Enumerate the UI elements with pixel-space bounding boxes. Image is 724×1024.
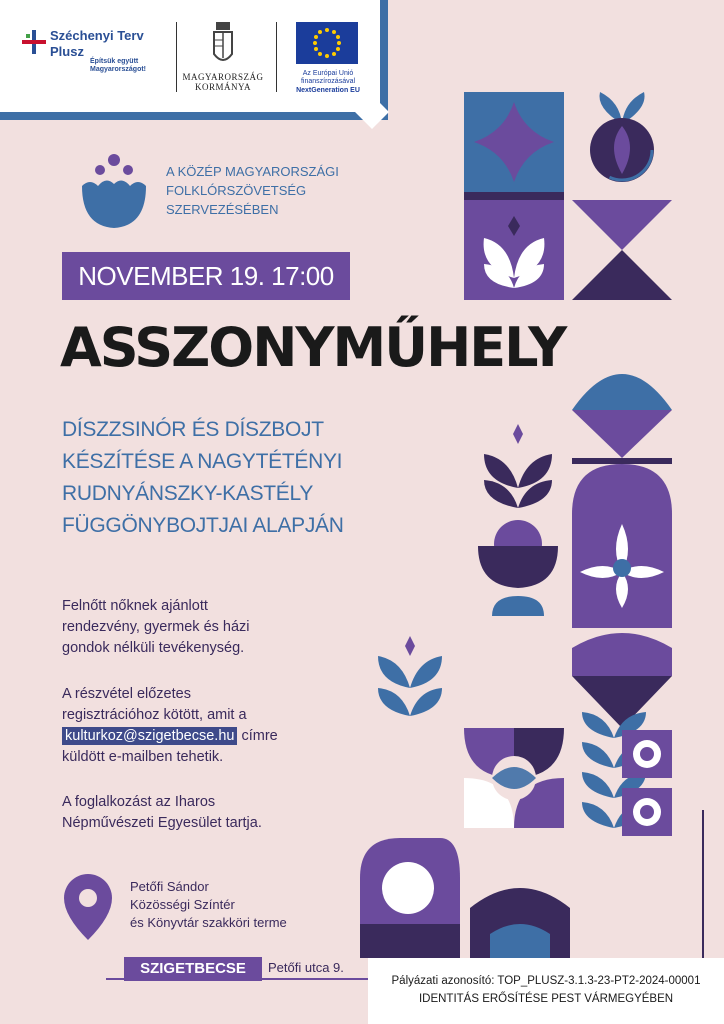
body-line: rendezvény, gyermek és házi	[62, 619, 250, 635]
venue-address	[130, 878, 330, 932]
header-divider-2	[276, 22, 277, 92]
venue-line: Közösségi Színtér	[130, 897, 235, 912]
body-line: A részvétel előzetes	[62, 686, 191, 702]
subtitle-line: KÉSZÍTÉSE A NAGYTÉTÉNYI	[62, 450, 343, 473]
subtitle-line: DÍSZZSINÓR ÉS DÍSZBOJT	[62, 418, 324, 441]
event-subtitle	[62, 414, 392, 542]
hungary-coat-of-arms-icon	[212, 20, 234, 68]
body-line: A foglalkozást az Iharos	[62, 794, 216, 810]
eu-nextgen-text: NextGeneration EU	[296, 87, 360, 94]
paragraph-registration	[62, 684, 362, 768]
event-title: ASSZONYMŰHELY	[60, 316, 566, 379]
eu-flag-icon	[296, 22, 358, 64]
organizer-line: SZERVEZÉSÉBEN	[166, 202, 279, 217]
paragraph-audience	[62, 596, 362, 659]
subtitle-line: RUDNYÁNSZKY-KASTÉLY	[62, 482, 314, 505]
subtitle-line: FÜGGÖNYBOJTJAI ALAPJÁN	[62, 514, 344, 537]
venue-line: Petőfi Sándor	[130, 879, 209, 894]
folklore-federation-logo-icon	[80, 152, 148, 230]
szechenyi-plus: Plusz	[50, 44, 84, 59]
body-text: címre	[237, 728, 278, 744]
body-line: Felnőtt nőknek ajánlott	[62, 598, 208, 614]
organizer-line: FOLKLÓRSZÖVETSÉG	[166, 183, 307, 198]
folk-pattern-decoration	[360, 88, 724, 958]
street-address: Petőfi utca 9.	[268, 960, 344, 975]
location-pin-icon	[62, 872, 114, 942]
decorative-line	[702, 810, 704, 960]
szechenyi-slogan: Építsük együtt Magyarországot!	[90, 58, 147, 73]
body-line: küldött e-mailben tehetik.	[62, 749, 224, 765]
body-line: gondok nélküli tevékenység.	[62, 640, 245, 656]
organizer-text	[166, 162, 366, 219]
szechenyi-logo-icon	[20, 28, 48, 56]
funding-id-text	[368, 972, 724, 1008]
organizer-line: A KÖZÉP MAGYARORSZÁGI	[166, 164, 339, 179]
event-date: NOVEMBER 19. 17:00	[62, 252, 350, 300]
email-link[interactable]: kulturkoz@szigetbecse.hu	[62, 727, 237, 745]
szechenyi-title: Széchenyi Terv	[50, 28, 144, 43]
logo-header	[0, 0, 388, 120]
eu-funding-text: Az Európai Unió finanszírozásával	[300, 70, 356, 85]
body-line: regisztrációhoz kötött, amit a	[62, 707, 247, 723]
funding-id-line: IDENTITÁS ERŐSÍTÉSE PEST VÁRMEGYÉBEN	[418, 993, 674, 1005]
paragraph-host	[62, 792, 362, 834]
body-line: Népművészeti Egyesület tartja.	[62, 815, 262, 831]
funding-id-line: Pályázati azonosító: TOP_PLUSZ-3.1.3-23-PT2-2024-00001	[391, 975, 701, 987]
header-divider	[176, 22, 177, 92]
body-line	[62, 726, 362, 747]
city-badge: SZIGETBECSE	[124, 957, 262, 981]
venue-line: és Könyvtár szakköri terme	[130, 915, 287, 930]
government-name: MAGYARORSZÁG KORMÁNYA	[182, 72, 264, 92]
